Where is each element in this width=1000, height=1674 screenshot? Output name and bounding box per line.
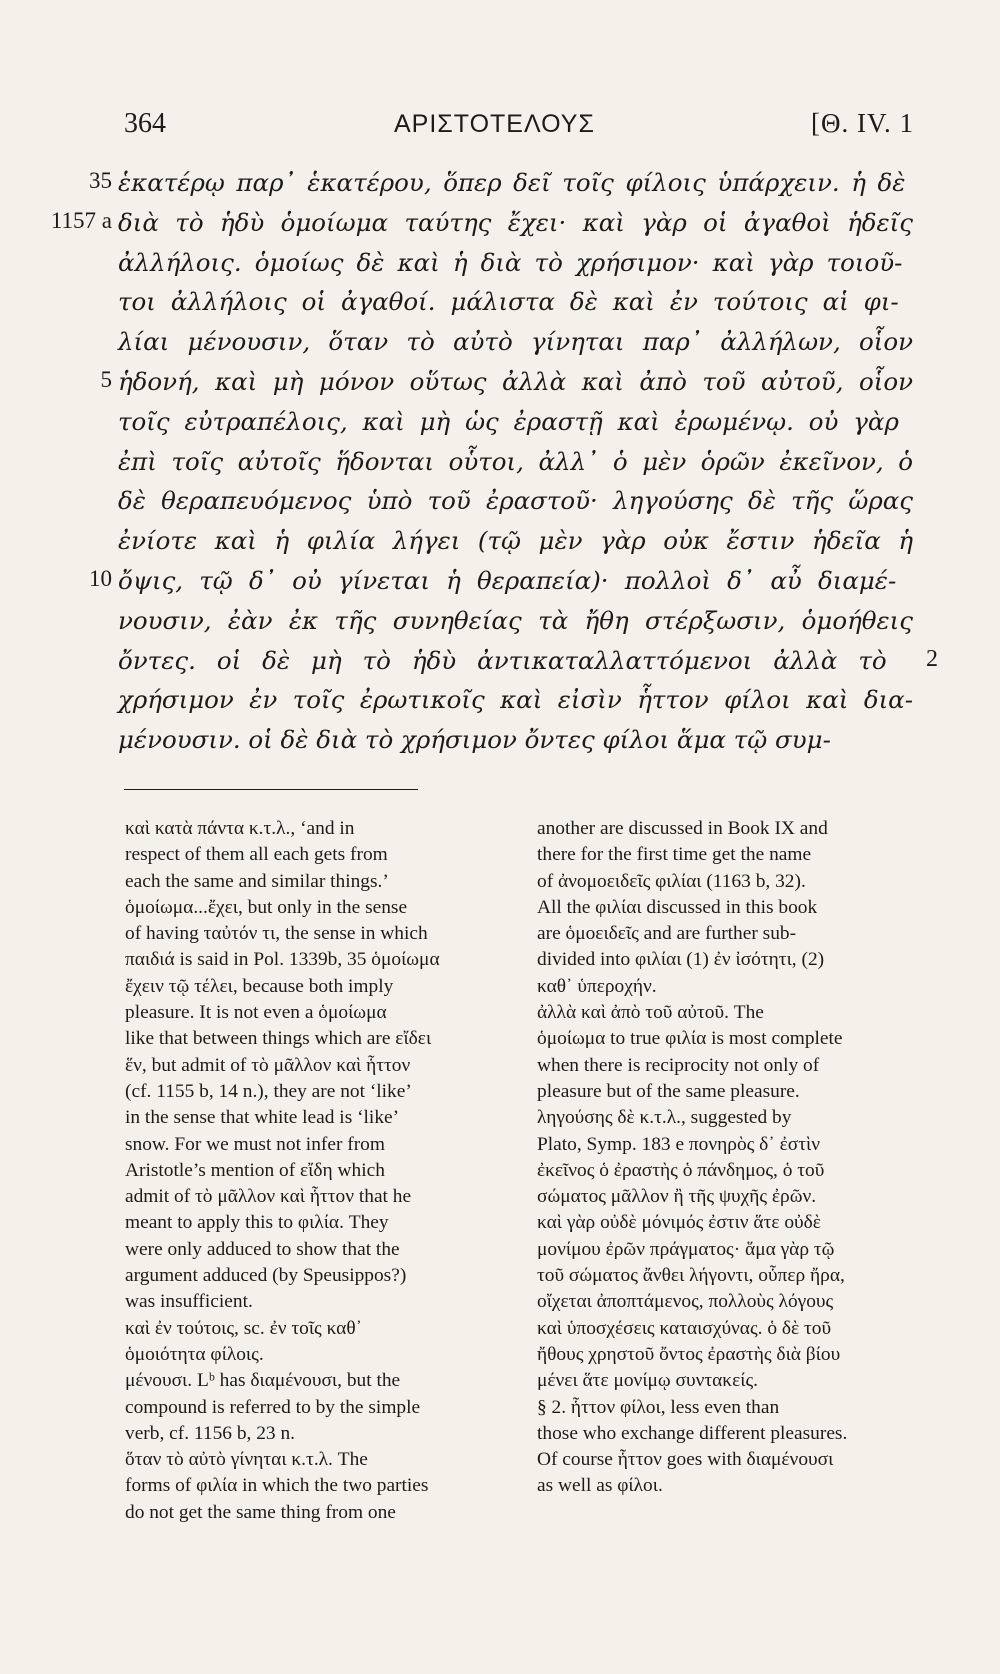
note-line: was insufficient. bbox=[125, 1291, 253, 1313]
note-line: respect of them all each gets from bbox=[125, 844, 388, 866]
note-line: ὁμοιότητα φίλοις. bbox=[125, 1343, 264, 1365]
greek-line-text: ἀλλήλοις. ὁμοίως δὲ καὶ ἡ διὰ τὸ χρήσιμον· καὶ γὰρ τοιοῦ- bbox=[118, 247, 903, 277]
note-line: καὶ ἐν τούτοις, sc. ἐν τοῖς καθ᾽ bbox=[125, 1317, 363, 1339]
greek-line-text: ἐνίοτε καὶ ἡ φιλία λήγει (τῷ μὲν γὰρ οὐκ ἔστιν ἡδεῖα ἡ bbox=[118, 526, 913, 556]
greek-line bbox=[118, 287, 918, 327]
greek-line-text: ἡδονή, καὶ μὴ μόνον οὕτως ἀλλὰ καὶ ἀπὸ τοῦ αὐτοῦ, οἷον bbox=[118, 366, 913, 396]
note-line: in the sense that white lead is ‘like’ bbox=[125, 1107, 400, 1129]
note-line: divided into φιλίαι (1) ἐν ἰσότητι, (2) bbox=[537, 949, 825, 971]
commentary-right-column bbox=[537, 816, 909, 1500]
note-line: § 2. ἧττον φίλοι, less even than bbox=[537, 1396, 780, 1418]
running-header bbox=[124, 108, 914, 148]
line-number: 10 bbox=[89, 565, 112, 591]
note-line: admit of τὸ μᾶλλον καὶ ἧττον that he bbox=[125, 1186, 412, 1208]
note-line: pleasure. It is not even a ὁμοίωμα bbox=[125, 1002, 387, 1024]
note-line: ὁμοίωμα...ἔχει, but only in the sense bbox=[125, 896, 408, 918]
note-line: ἀλλὰ καὶ ἀπὸ τοῦ αὐτοῦ. The bbox=[537, 1002, 764, 1024]
note-line: μένει ἅτε μονίμῳ συντακείς. bbox=[537, 1370, 758, 1392]
note-line: μονίμου ἐρῶν πράγματος· ἅμα γὰρ τῷ bbox=[537, 1238, 835, 1260]
greek-line-text: δὲ θεραπευόμενος ὑπὸ τοῦ ἐραστοῦ· ληγούσης δὲ τῆς ὥρας bbox=[118, 486, 913, 516]
line-number: 35 bbox=[89, 168, 112, 193]
note-line: σώματος μᾶλλον ἢ τῆς ψυχῆς ἐρῶν. bbox=[537, 1186, 817, 1208]
greek-line-text: ὄψις, τῷ δ᾽ οὐ γίνεται ἡ θεραπεία)· πολλοὶ δ᾽ αὖ διαμέ- bbox=[118, 565, 897, 595]
note-line: ἐκεῖνος ὁ ἐραστὴς ὁ πάνδημος, ὁ τοῦ bbox=[537, 1159, 825, 1181]
greek-line-text: ὄντες. οἱ δὲ μὴ τὸ ἡδὺ ἀντικαταλλαττόμενοι ἀλλὰ τὸ bbox=[118, 645, 887, 675]
note-line: verb, cf. 1156 b, 23 n. bbox=[125, 1422, 295, 1444]
note-line: like that between things which are εἴδει bbox=[125, 1028, 432, 1050]
greek-line bbox=[118, 725, 918, 765]
note-line: do not get the same thing from one bbox=[125, 1501, 396, 1523]
note-line: compound is referred to by the simple bbox=[125, 1396, 421, 1418]
greek-line-text: ἐπὶ τοῖς αὐτοῖς ἥδονται οὗτοι, ἀλλ᾽ ὁ μὲν ὁρῶν ἐκεῖνον, ὁ bbox=[118, 446, 913, 476]
note-line: καὶ κατὰ πάντα κ.τ.λ., ‘and in bbox=[125, 818, 355, 839]
note-line: were only adduced to show that the bbox=[125, 1238, 400, 1260]
greek-line bbox=[118, 526, 918, 566]
note-line: those who exchange different pleasures. bbox=[537, 1422, 848, 1444]
note-line: ἕν, but admit of τὸ μᾶλλον καὶ ἧττον bbox=[125, 1054, 411, 1076]
greek-line bbox=[50, 207, 918, 248]
line-number: 5 bbox=[100, 366, 112, 392]
greek-line bbox=[118, 447, 918, 487]
note-line: each the same and similar things.’ bbox=[125, 870, 389, 892]
note-line: Aristotle’s mention of εἴδη which bbox=[125, 1159, 385, 1181]
note-line: of having ταὐτόν τι, the sense in which bbox=[125, 923, 428, 945]
note-line: μένουσι. Lᵇ has διαμένουσι, but the bbox=[125, 1370, 401, 1392]
greek-line bbox=[100, 366, 918, 407]
greek-text-block bbox=[50, 168, 938, 765]
greek-line bbox=[118, 407, 918, 447]
note-line: Plato, Symp. 183 e πονηρὸς δ᾽ ἐστὶν bbox=[537, 1133, 821, 1155]
note-line: meant to apply this to φιλία. They bbox=[125, 1212, 389, 1234]
section-reference: [Θ. IV. 1 bbox=[811, 108, 914, 138]
note-line: snow. For we must not infer from bbox=[125, 1133, 385, 1155]
note-line: καθ᾽ ὑπεροχήν. bbox=[537, 975, 657, 997]
note-line: are ὁμοειδεῖς and are further sub- bbox=[537, 923, 797, 945]
note-line: οἴχεται ἀποπτάμενος, πολλοὺς λόγους bbox=[537, 1291, 834, 1313]
greek-line bbox=[118, 248, 918, 288]
note-line: ἔχειν τῷ τέλει, because both imply bbox=[125, 975, 394, 997]
greek-line-text: ἑκατέρῳ παρ᾽ ἑκατέρου, ὅπερ δεῖ τοῖς φίλοις ὑπάρχειν. ἡ δὲ bbox=[118, 168, 906, 197]
greek-line bbox=[118, 606, 918, 646]
greek-line bbox=[89, 168, 918, 208]
note-line: Of course ἧττον goes with διαμένουσι bbox=[537, 1449, 834, 1471]
note-line: when there is reciprocity not only of bbox=[537, 1054, 820, 1076]
greek-line bbox=[118, 327, 918, 367]
note-line: (cf. 1155 b, 14 n.), they are not ‘like’ bbox=[125, 1080, 412, 1102]
note-line: as well as φίλοι. bbox=[537, 1475, 663, 1497]
greek-line bbox=[118, 685, 918, 725]
note-line: ὁμοίωμα to true φιλία is most complete bbox=[537, 1028, 843, 1050]
greek-line-text: μένουσιν. οἱ δὲ διὰ τὸ χρήσιμον ὄντες φίλοι ἅμα τῷ συμ- bbox=[118, 725, 831, 755]
greek-line bbox=[89, 565, 918, 606]
section-number: 2 bbox=[926, 645, 938, 672]
greek-line-text: τοῖς εὐτραπέλοις, καὶ μὴ ὡς ἐραστῇ καὶ ἐρωμένῳ. οὐ γὰρ bbox=[118, 406, 899, 436]
greek-line-text: λίαι μένουσιν, ὅταν τὸ αὐτὸ γίνηται παρ᾽ ἀλλήλων, οἷον bbox=[118, 327, 913, 357]
note-line: καὶ γὰρ οὐδὲ μόνιμός ἐστιν ἅτε οὐδὲ bbox=[537, 1212, 821, 1234]
note-line: forms of φιλία in which the two parties bbox=[125, 1475, 429, 1497]
greek-line bbox=[118, 486, 918, 526]
note-line: καὶ ὑποσχέσεις καταισχύνας. ὁ δὲ τοῦ bbox=[537, 1317, 832, 1339]
greek-line-text: χρήσιμον ἐν τοῖς ἐρωτικοῖς καὶ εἰσὶν ἧττον φίλοι καὶ δια- bbox=[118, 685, 913, 715]
greek-line-text: νουσιν, ἐὰν ἐκ τῆς συνηθείας τὰ ἤθη στέρξωσιν, ὁμοήθεις bbox=[118, 605, 913, 635]
note-line: argument adduced (by Speusippos?) bbox=[125, 1265, 407, 1287]
note-line: of ἀνομοειδεῖς φιλίαι (1163 b, 32). bbox=[537, 870, 806, 892]
note-line: ἤθους χρηστοῦ ὄντος ἐραστὴς διὰ βίου bbox=[537, 1343, 841, 1365]
note-line: παιδιά is said in Pol. 1339b, 35 ὁμοίωμα bbox=[125, 949, 440, 971]
note-line: All the φιλίαι discussed in this book bbox=[537, 896, 818, 918]
note-line: another are discussed in Book IX and bbox=[537, 818, 828, 839]
commentary-left-column bbox=[125, 816, 497, 1526]
greek-line bbox=[118, 645, 938, 686]
greek-line-text: διὰ τὸ ἡδὺ ὁμοίωμα ταύτης ἔχει· καὶ γὰρ οἱ ἀγαθοὶ ἡδεῖς bbox=[118, 207, 913, 237]
note-line: ὅταν τὸ αὐτὸ γίνηται κ.τ.λ. The bbox=[125, 1449, 368, 1471]
note-line: τοῦ σώματος ἄνθει λήγοντι, οὗπερ ἤρα, bbox=[537, 1265, 845, 1287]
page-number: 364 bbox=[124, 108, 166, 139]
note-line: there for the first time get the name bbox=[537, 844, 812, 866]
note-line: pleasure but of the same pleasure. bbox=[537, 1080, 800, 1102]
note-line: ληγούσης δὲ κ.τ.λ., suggested by bbox=[537, 1107, 792, 1129]
footnote-divider bbox=[124, 789, 418, 790]
line-number: 1157 a bbox=[50, 207, 112, 233]
running-title: ΑΡΙΣΤΟΤΕΛΟΥΣ bbox=[394, 110, 595, 138]
greek-line-text: τοι ἀλλήλοις οἱ ἀγαθοί. μάλιστα δὲ καὶ ἐν τούτοις αἱ φι- bbox=[118, 287, 899, 317]
